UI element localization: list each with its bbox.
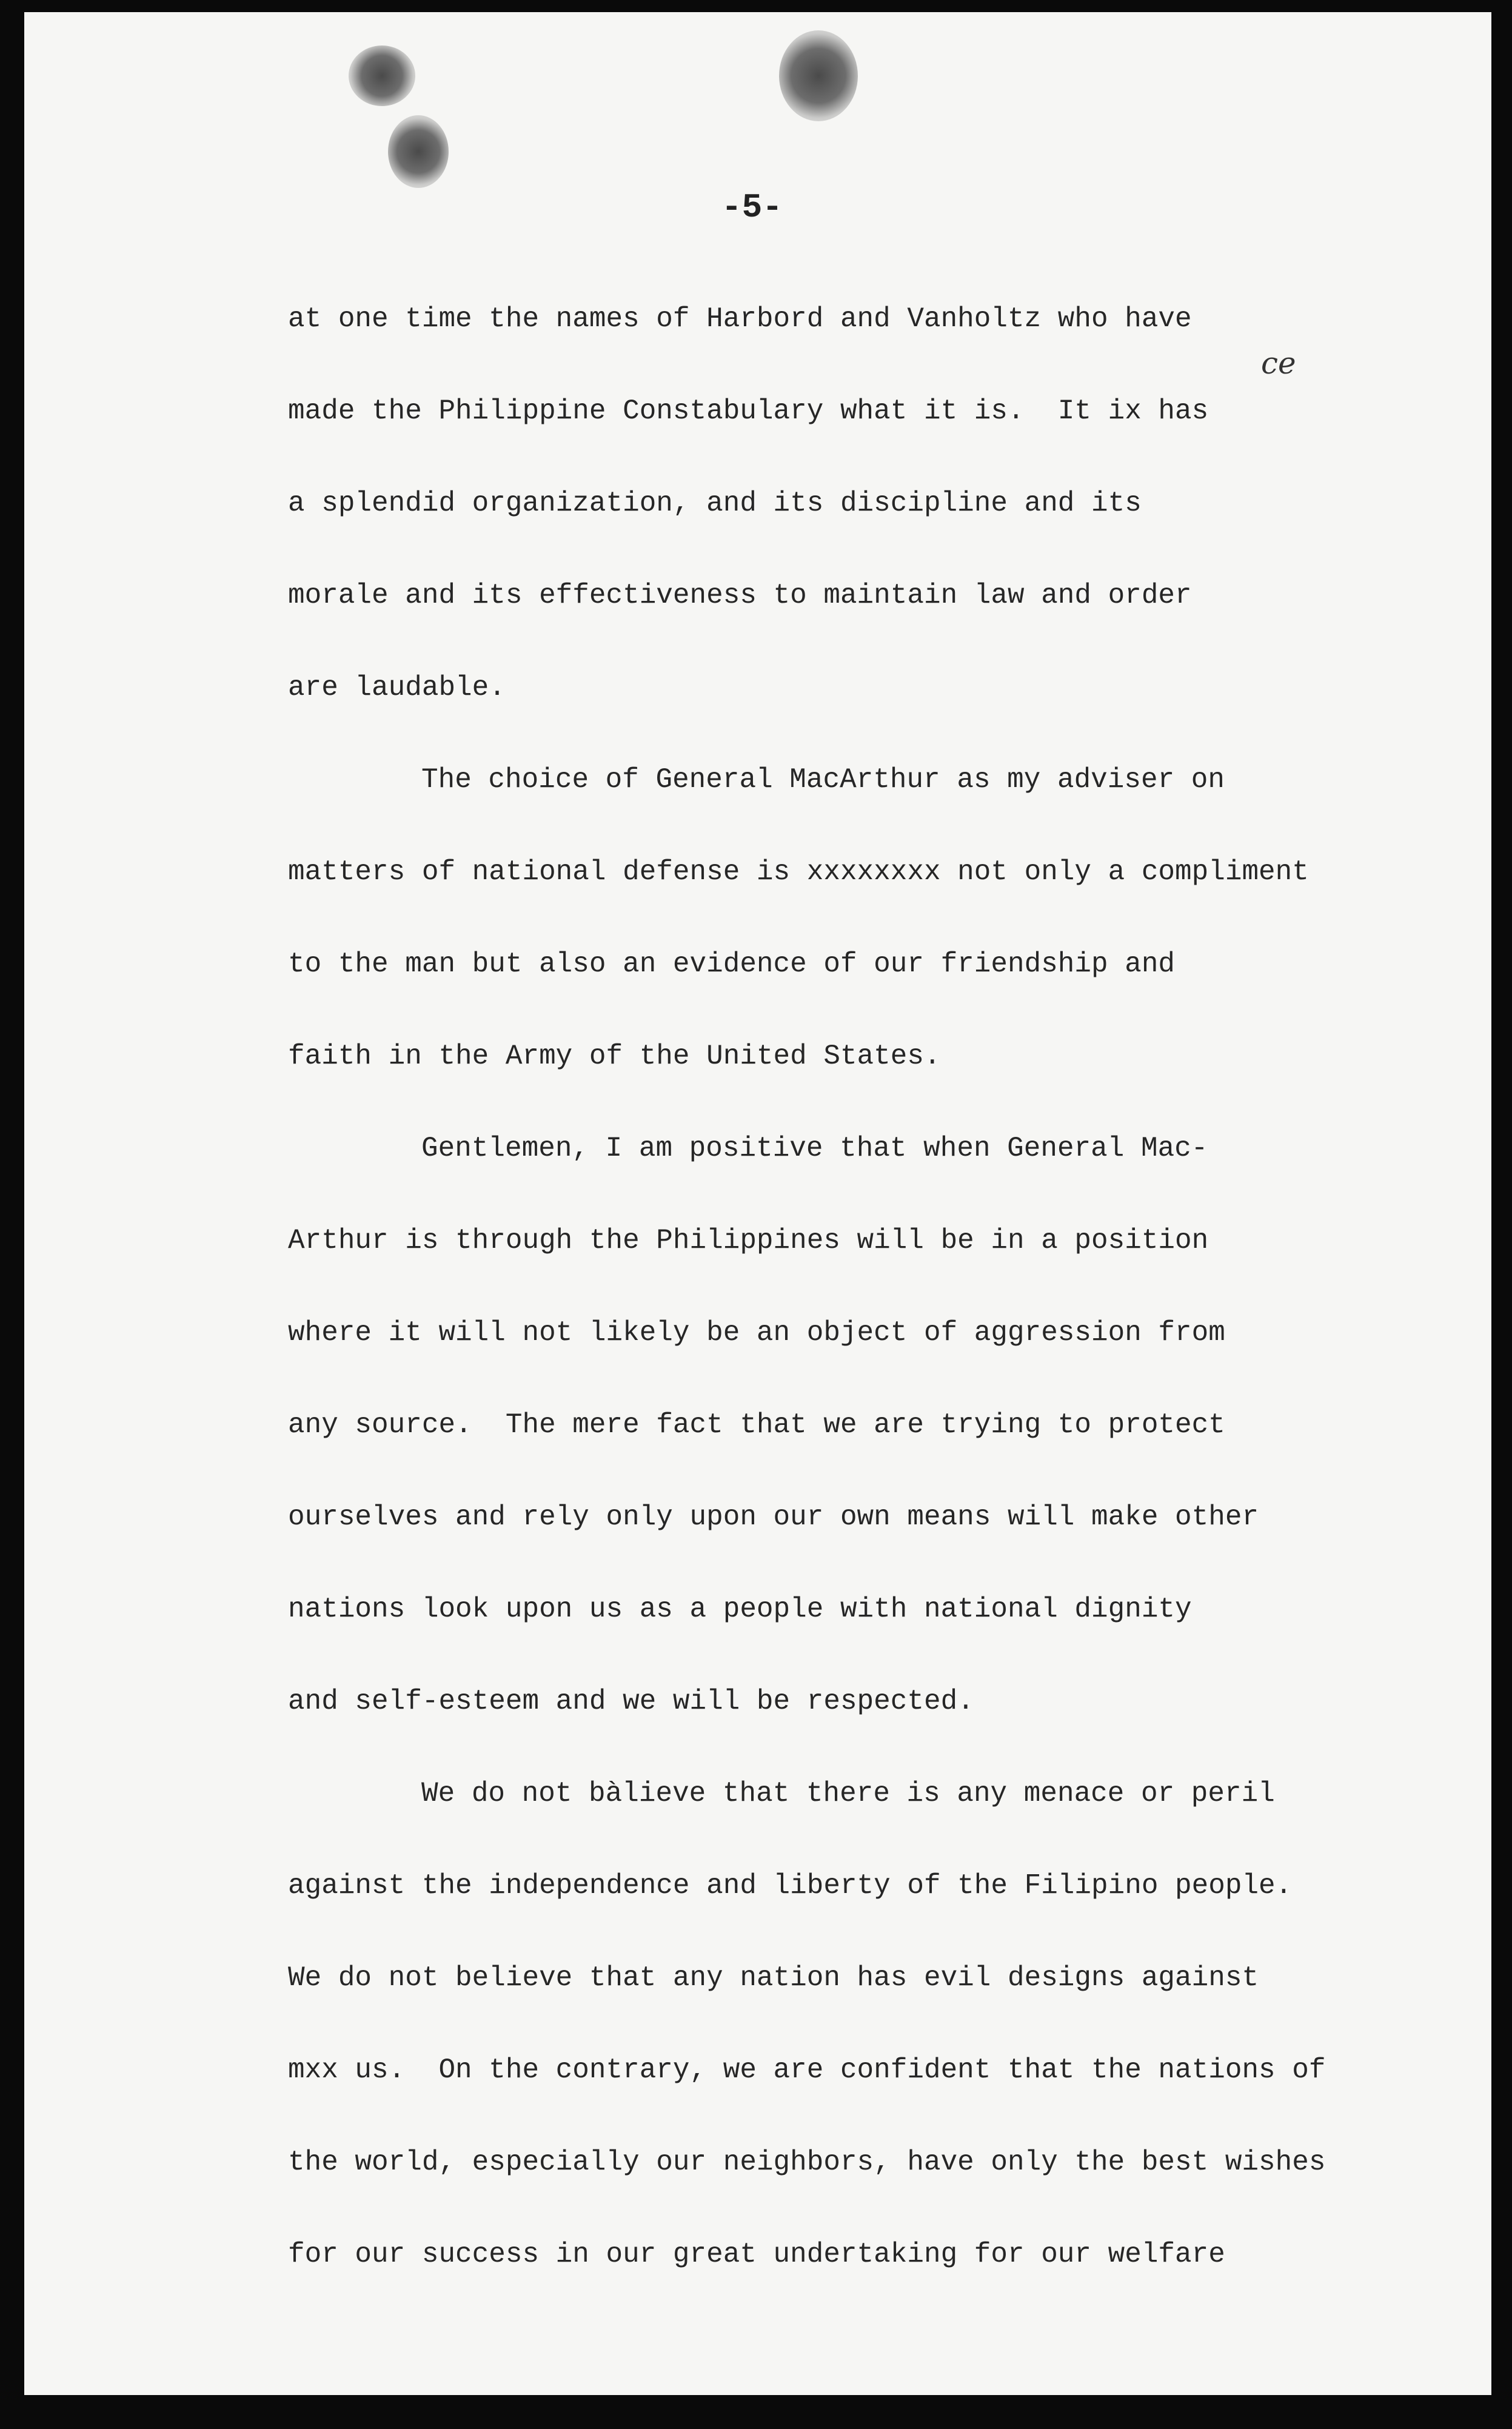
text-line: ourselves and rely only upon our own means will make other: [288, 1501, 1259, 1533]
document-page: [24, 12, 1491, 2395]
text-line: and self-esteem and we will be respected.: [288, 1686, 974, 1717]
text-line: are laudable.: [288, 672, 506, 703]
text-line: matters of national defense is xxxxxxxx not only a compliment: [288, 856, 1309, 888]
handwritten-annotation: ce: [1261, 346, 1296, 381]
text-line: at one time the names of Harbord and Vanholtz who have: [288, 303, 1192, 335]
text-line: The choice of General MacArthur as my adviser on: [421, 764, 1225, 796]
text-line: where it will not likely be an object of aggression from: [288, 1317, 1225, 1349]
text-line: We do not believe that any nation has evil designs against: [288, 1962, 1259, 1994]
text-line: mxx us. On the contrary, we are confident that the nations of: [288, 2054, 1326, 2086]
page-number: -5-: [721, 188, 783, 227]
text-line: nations look upon us as a people with national dignity: [288, 1593, 1192, 1625]
ink-blot: [349, 45, 415, 106]
text-line: morale and its effectiveness to maintain law and order: [288, 580, 1192, 611]
text-line: We do not bàlieve that there is any menace or peril: [421, 1778, 1275, 1809]
ink-blot: [388, 115, 449, 188]
text-line: against the independence and liberty of the Filipino people.: [288, 1870, 1293, 1901]
text-line: the world, especially our neighbors, have only the best wishes: [288, 2146, 1326, 2178]
body-text: [288, 273, 1452, 2300]
text-line: for our success in our great undertaking for our welfare: [288, 2239, 1225, 2270]
text-line: to the man but also an evidence of our friendship and: [288, 948, 1176, 980]
ink-blot: [779, 30, 858, 121]
text-line: any source. The mere fact that we are trying to protect: [288, 1409, 1225, 1441]
text-line: made the Philippine Constabulary what it is. It ix has: [288, 395, 1209, 427]
text-line: Gentlemen, I am positive that when General Mac-: [421, 1133, 1208, 1164]
text-line: faith in the Army of the United States.: [288, 1040, 941, 1072]
text-line: a splendid organization, and its discipline and its: [288, 487, 1142, 519]
text-line: Arthur is through the Philippines will be in a position: [288, 1225, 1209, 1256]
